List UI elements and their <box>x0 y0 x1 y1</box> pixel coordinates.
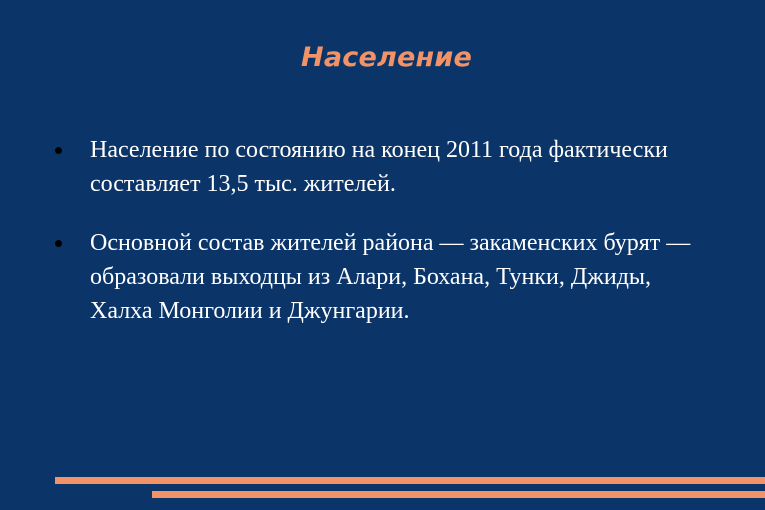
bullet-item <box>52 133 692 201</box>
bullet-list <box>52 133 692 328</box>
bullet-dot-icon <box>55 240 62 247</box>
bullet-text: Основной состав жителей района — закаменских бурят — образовали выходцы из Алари, Бохана, Тунки, Джиды, Халха Монголии и Джунгарии. <box>90 230 691 324</box>
decorative-bar-bottom <box>152 491 765 498</box>
slide-title: Население <box>301 42 472 73</box>
bullet-text: Население по состоянию на конец 2011 года фактически составляет 13,5 тыс. жителей. <box>90 137 668 197</box>
bullet-dot-icon <box>55 147 62 154</box>
bullet-item <box>52 226 692 328</box>
decorative-bar-top <box>55 477 765 484</box>
